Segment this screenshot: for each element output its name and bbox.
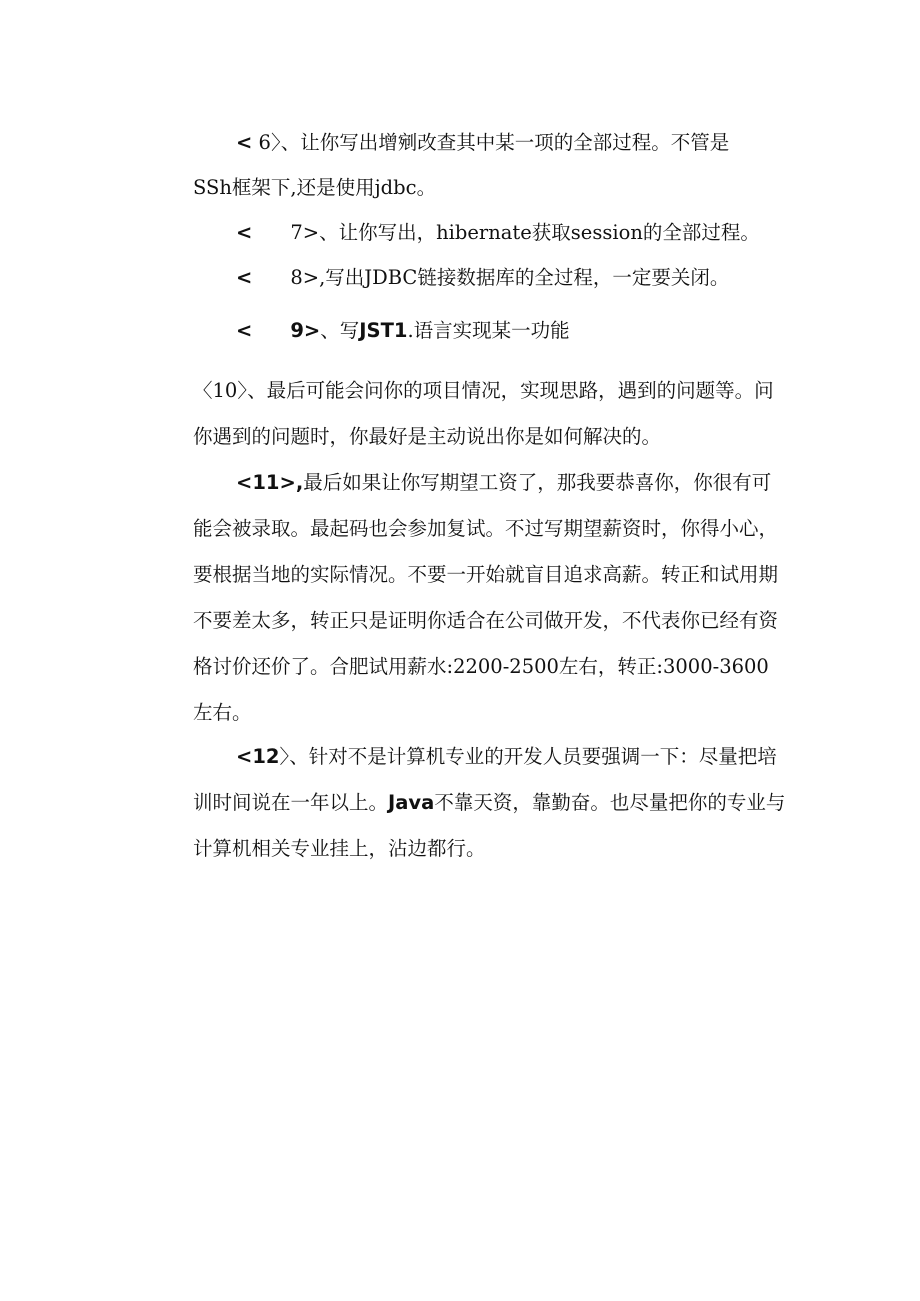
item-11-text: 最后如果让你写期望工资了，那我要恭喜你，你很有可能会被录取。最起码也会参加复试。不过写期望薪资时，你得小心，要根据当地的实际情况。不要一开始就盲目追求高薪。转正和试用期不要差太多，转正只是证明你适合在公司做开发，不代表你已经有资格讨价还价了。合肥试用薪水:2200-2500左右，转正:3000-3600左右。 [193,471,779,724]
item-12-text-1: 〉、针对不是计算机专业的开发人员要强调一下：尽量把培训时间说在一年以上。 [193,745,777,814]
item-9-marker: < [236,319,253,342]
item-9-rest: .语言实现某一功能 [407,319,570,342]
item-8-text: 8>,写出JDBC链接数据库的全过程，一定要关闭。 [290,266,730,289]
item-12-java: Java [388,791,435,814]
item-11 [193,460,788,736]
item-7-marker: < [236,221,253,244]
item-11-label: <11>, [236,471,304,494]
item-10-text: 〈10〉、最后可能会问你的项目情况，实现思路，遇到的问题等。问你遇到的问题时，你最好是主动说出你是如何解决的。 [193,379,774,448]
item-6-line-1 [236,120,729,166]
item-9-number: 9> [290,319,321,342]
item-7 [236,210,760,256]
item-8 [236,255,729,301]
item-9 [236,308,570,354]
item-9-code: JST1 [359,319,408,342]
item-8-marker: < [236,266,253,289]
item-12 [193,734,788,872]
item-7-text: 7>、让你写出，hibernate获取session的全部过程。 [290,221,760,244]
item-12-label: <12 [236,745,280,768]
item-6-marker: < [236,131,253,154]
item-10 [193,368,788,460]
item-9-mid: 、写 [320,319,360,342]
item-6-line-2: SSh框架下,还是使用jdbc。 [193,176,437,199]
item-6-text-1: 6〉、让你写出增剜改查其中某一项的全部过程。不管是 [252,131,730,154]
item-12-text-2: 不靠天资，靠勤奋。也尽量把你的专业与计算机相关专业挂上，沾边都行。 [193,791,786,860]
